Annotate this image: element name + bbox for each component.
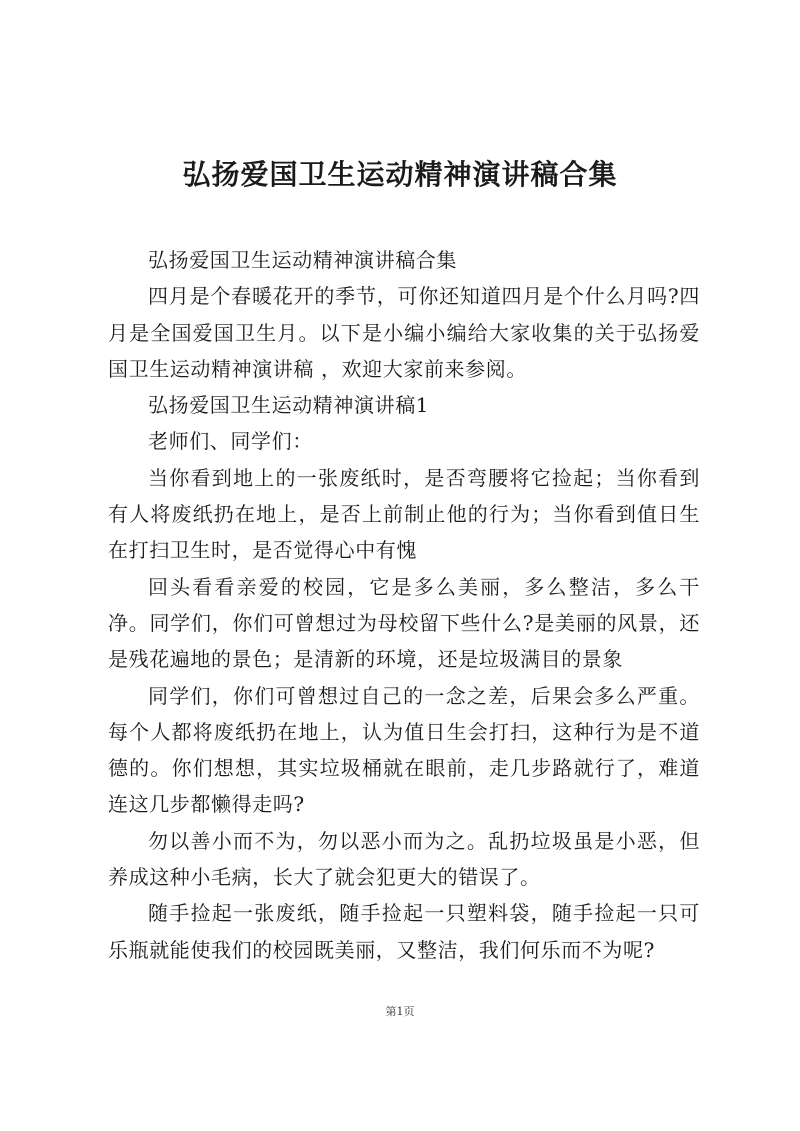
- paragraph-speech-heading: 弘扬爱国卫生运动精神演讲稿1: [148, 393, 430, 418]
- document-body: [108, 242, 700, 968]
- paragraph-greeting: 老师们、同学们：: [148, 429, 313, 454]
- document-title: 弘扬爱国卫生运动精神演讲稿合集: [182, 158, 618, 191]
- paragraph-intro: 四月是个春暖花开的季节，可你还知道四月是个什么月吗?四月是全国爱国卫生月。以下是小编小编给大家收集的关于弘扬爱国卫生运动精神演讲稿 ，欢迎大家前来参阅。: [108, 284, 700, 381]
- paragraph-body: 同学们，你们可曾想过自己的一念之差，后果会多么严重。每个人都将废纸扔在地上，认为值日生会打扫，这种行为是不道德的。你们想想，其实垃圾桶就在眼前，走几步路就行了，难道连这几步都懒得走吗?: [108, 683, 700, 817]
- paragraph-body: 随手捡起一张废纸，随手捡起一只塑料袋，随手捡起一只可乐瓶就能使我们的校园既美丽，又整洁，我们何乐而不为呢?: [108, 901, 700, 962]
- paragraph-body: 当你看到地上的一张废纸时，是否弯腰将它捡起；当你看到有人将废纸扔在地上，是否上前制止他的行为；当你看到值日生在打扫卫生时，是否觉得心中有愧: [108, 465, 700, 563]
- page-number: 第1页: [385, 1005, 415, 1018]
- paragraph-body: 回头看看亲爱的校园，它是多么美丽，多么整洁，多么干净。同学们，你们可曾想过为母校留下些什么?是美丽的风景，还是残花遍地的景色；是清新的环境，还是垃圾满目的景象: [108, 574, 700, 672]
- paragraph-body: 勿以善小而不为，勿以恶小而为之。乱扔垃圾虽是小恶，但养成这种小毛病，长大了就会犯更大的错误了。: [108, 828, 700, 890]
- paragraph-subtitle: 弘扬爱国卫生运动精神演讲稿合集: [148, 248, 457, 272]
